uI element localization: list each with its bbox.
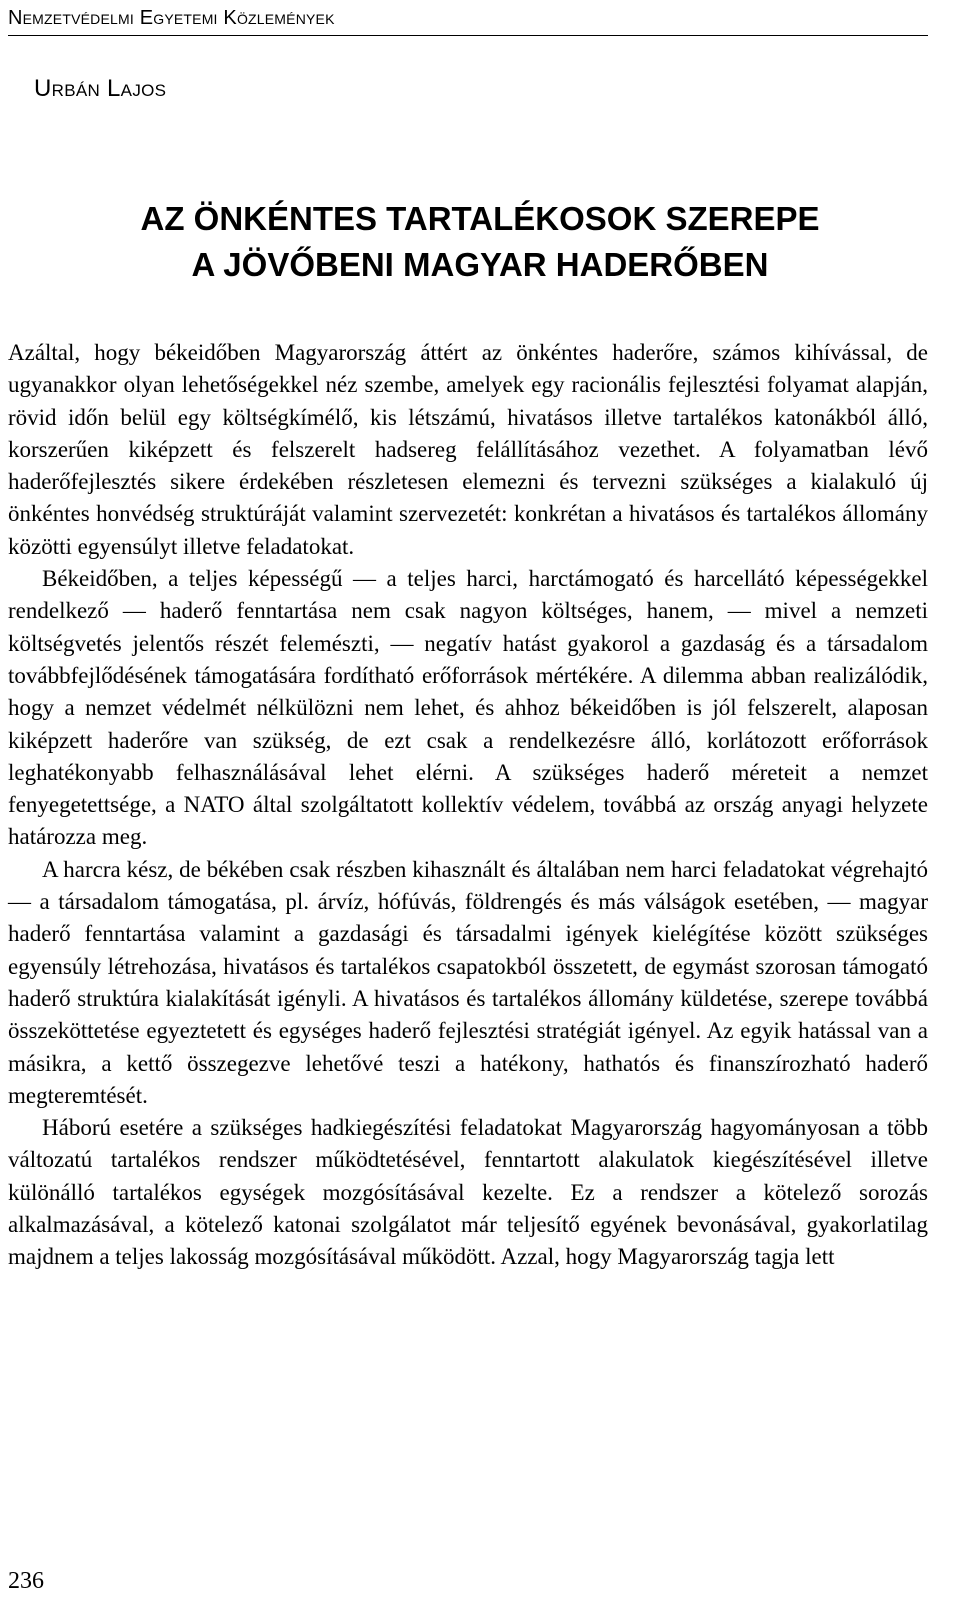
article-title — [0, 196, 960, 288]
journal-name: Nemzetvédelmi Egyetemi Közlemények — [8, 7, 335, 29]
page-number: 236 — [8, 1568, 44, 1594]
paragraph-2: Békeidőben, a teljes képességű — a teljes harci, harctámogató és harcellátó képességekkel rendelkező — haderő fenntartása nem csak nagyon költséges, hanem, — mivel a nemzeti költségvetés jelentős részét felemészti, — negatív hatást gyakorol a gazdaság és a társadalom továbbfejlődésének támogatására fordítható erőforrások mértékére. A dilemma abban realizálódik, hogy a nemzet védelmét nélkülözni nem lehet, és ahhoz békeidőben is jól felszerelt, alaposan kiképzett haderőre van szükség, de ezt csak a rendelkezésre álló, korlátozott erőforrások leghatékonyabb felhasználásával lehet elérni. A szükséges haderő méreteit a nemzet fenyegetettsége, a NATO által szolgáltatott kollektív védelem, továbbá az ország anyagi helyzete határozza meg. — [8, 566, 928, 850]
article-title-line-2: A JÖVŐBENI MAGYAR HADERŐBEN — [191, 246, 769, 283]
paragraph-3: A harcra kész, de békében csak részben kihasznált és általában nem harci feladatokat végrehajtó — a társadalom támogatása, pl. árvíz, hófúvás, földrengés és más válságok esetében, — magyar haderő fenntartása valamint a gazdasági és társadalmi igények kielégítése között szükséges egyensúly létrehozása, hivatásos és tartalékos csapatokból összetett, de egymást szorosan támogató haderő struktúra kialakítását igényli. A hivatásos és tartalékos állomány küldetése, szerepe továbbá összeköttetése egyeztetett és egységes haderő fejlesztési stratégiát igényel. Az egyik hatással van a másikra, a kettő összegezve lehetővé teszi a hatékony, hathatós és finanszírozható haderő megteremtését. — [8, 856, 928, 1108]
paragraph-4: Háború esetére a szükséges hadkiegészítési feladatokat Magyarország hagyományosan a több változatú tartalékos rendszer működtetésével, fenntartott alakulatok kiegészítésével illetve különálló tartalékos egységek mozgósításával kezelte. Ez a rendszer a kötelező sorozás alkalmazásával, a kötelező katonai szolgálatot már teljesítő egyének bevonásával, gyakorlatilag majdnem a teljes lakosság mozgósításával működött. Azzal, hogy Magyarország tagja lett — [8, 1115, 928, 1270]
article-title-line-1: AZ ÖNKÉNTES TARTALÉKOSOK SZEREPE — [140, 200, 820, 237]
paragraph-1: Azáltal, hogy békeidőben Magyarország áttért az önkéntes haderőre, számos kihívással, de ugyanakkor olyan lehetőségekkel néz szembe, amelyek egy racionális fejlesztési folyamat alapján, rövid időn belül egy költségkímélő, kis létszámú, hivatásos illetve tartalékos katonákból álló, korszerűen kiképzett és felszerelt hadsereg felállításához vezethet. A folyamatban lévő haderőfejlesztés sikere érdekében részletesen elemezni és tervezni szükséges a kialakuló új önkéntes honvédség struktúráját valamint szervezetét: konkrétan a hivatásos és tartalékos állomány közötti egyensúlyt illetve feladatokat. — [8, 340, 928, 559]
author-name: Urbán Lajos — [34, 75, 167, 102]
article-body — [8, 337, 928, 1274]
running-head — [8, 4, 928, 36]
